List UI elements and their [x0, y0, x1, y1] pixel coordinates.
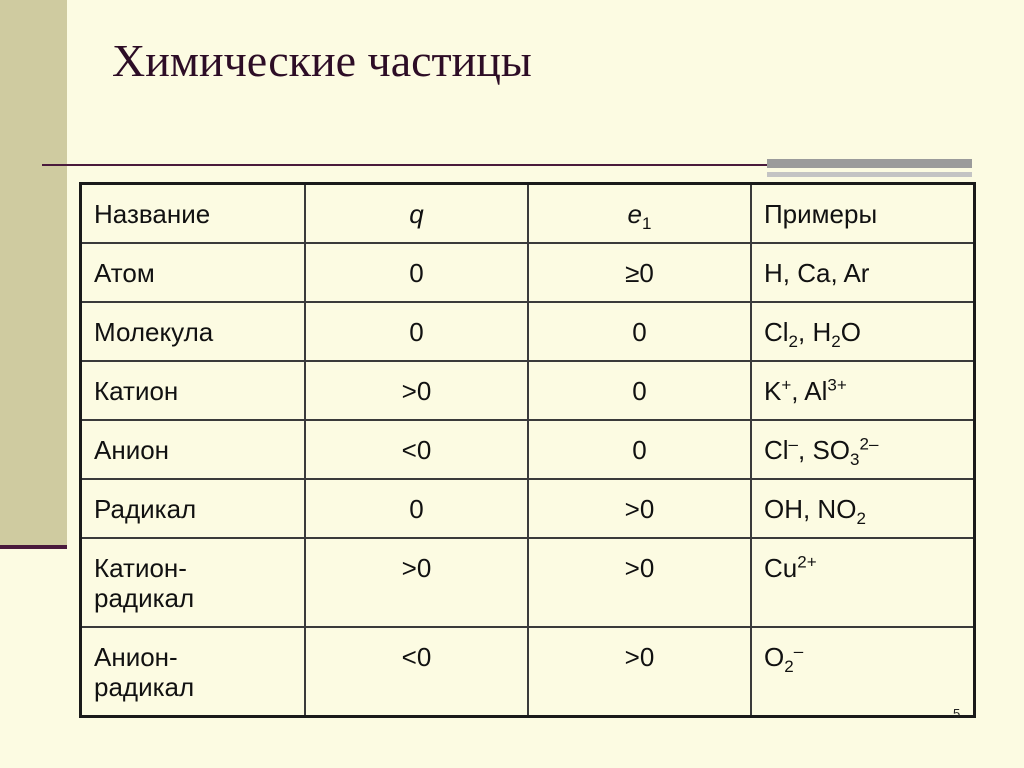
particle-examples: K+, $Al^{3+}$	[751, 361, 975, 420]
particle-electrons: >0	[528, 538, 751, 627]
particle-electrons: >0	[528, 627, 751, 717]
table-row	[81, 361, 975, 420]
header-name: Название	[81, 184, 306, 244]
particle-electrons: ≥0	[528, 243, 751, 302]
side-decor-line	[0, 545, 67, 549]
particle-charge: 0	[305, 479, 528, 538]
page-number: 5	[953, 706, 961, 721]
slide-title: Химические частицы	[112, 35, 532, 86]
particle-examples: H, Ca, Ar	[751, 243, 975, 302]
particle-charge: 0	[305, 243, 528, 302]
particle-name: Катион	[81, 361, 306, 420]
particle-name: Анион- радикал	[81, 627, 306, 717]
particles-table	[79, 182, 976, 718]
header-examples: Примеры	[751, 184, 975, 244]
table-row	[81, 479, 975, 538]
header-charge: q	[305, 184, 528, 244]
accent-bar	[767, 159, 972, 168]
particle-charge: <0	[305, 420, 528, 479]
particle-electrons: >0	[528, 479, 751, 538]
particle-examples: OH, $NO_2$	[751, 479, 975, 538]
particle-name: Атом	[81, 243, 306, 302]
particle-examples: $Cl_2$, $H_2O$	[751, 302, 975, 361]
particle-charge: 0	[305, 302, 528, 361]
particle-examples: Cl–, $SO_3^{2-}$	[751, 420, 975, 479]
table-row	[81, 302, 975, 361]
side-decor-bar	[0, 0, 67, 545]
particle-examples: $Cu^{2+}$	[751, 538, 975, 627]
table-row	[81, 243, 975, 302]
header-electrons: $e_1$	[528, 184, 751, 244]
particle-name: Радикал	[81, 479, 306, 538]
particle-electrons: 0	[528, 302, 751, 361]
particle-name: Молекула	[81, 302, 306, 361]
particle-charge: <0	[305, 627, 528, 717]
table-row	[81, 627, 975, 717]
table-row	[81, 420, 975, 479]
table-row	[81, 538, 975, 627]
particle-charge: >0	[305, 538, 528, 627]
particle-charge: >0	[305, 361, 528, 420]
particle-electrons: 0	[528, 420, 751, 479]
table-header-row	[81, 184, 975, 244]
particle-name: Катион- радикал	[81, 538, 306, 627]
accent-bar-shadow	[767, 172, 972, 177]
particle-electrons: 0	[528, 361, 751, 420]
particle-name: Анион	[81, 420, 306, 479]
particle-examples: $O_2^-$	[751, 627, 975, 717]
